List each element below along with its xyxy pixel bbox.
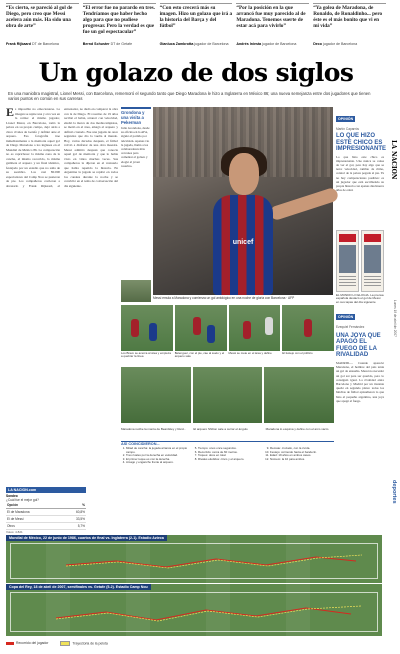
player-marker [207,325,215,343]
quote-text: “Con esto crecerá más su imagen. Hizo un golazo que irá a la historia del Barça y del fútbol” [159,5,233,29]
diagram-paths-2007 [6,584,382,636]
player-marker [304,319,312,337]
player-marker [193,317,201,335]
poll-votes: Votos: 4.821 [6,530,23,534]
blurb-text: Julio Grondona, desde su oficina en la AFA, siguió el partido por televisión. Apenas vio la jugada, llamó a los colaboradores más cercanos para comentar el golazo y elogió al joven rosarino. [121,126,150,168]
jersey-sponsor: unicef [232,239,254,246]
masthead-edge: LA NACION [390,140,397,180]
facts-columns [121,447,334,465]
opinion-title-2: UNA JOYA QUE APAGÓ EL FUEGO DE LA RIVALIDAD [336,332,381,359]
poll-header: LA NACION.com [6,487,86,493]
facts-col-3: 9. Remate: cruzado, con la zurda. 10. Festejo: corriendo hacia el banderín. 11. Edad: 19 años en ambos casos. 12. Número: la 10 para ambos. [265,447,334,465]
date-edge: Lunes 19 de abril de 2007 [393,300,397,337]
quote-text: “Ya golea de Maradona, de Ronaldo, de Ronaldinho... pero éste es el más bonito que vi en mi vida” [313,5,383,29]
article-body [6,107,118,487]
poll-subheader: Sondeo [6,494,18,498]
facts-col-2: 5. Tiempo: unos once segundos. 6. Recorrido: cerca de 60 metros. 7. Toques: doce en total. 8. Rivales eludidos: cinco y el arquero. [193,447,262,465]
poll-col-header: % [61,502,86,509]
sequence-photo-2 [174,305,227,359]
poll-col-header: Opción [6,502,61,509]
maradona-photo-1 [121,367,191,423]
opinion-title: LO QUE HIZO ESTE CHICO ES IMPRESIONANTE [336,133,387,152]
quote-author: Gianluca Zambrotta jugador de Barcelona [159,42,229,46]
quote-1 [6,3,79,51]
poll-table [6,502,86,530]
thumb-caption: Los Bravo se acerca al área y empieza a quebrar la línea [121,351,171,359]
maradona-photo-2 [193,367,263,423]
opinion-text-2: MADRID.— Cuando apareció Maradona, el hombre del país tenía un gol de ensueño. Messi no necesitó un gol así para ser querido, pero lo consiguió igual. La rivalidad entre Barcelona y Madrid por un instante quedó en segundo plano: todos los hinchas de fútbol aplaudieron lo que hizo el pequeño argentino, una joya que apagó el fuego. [336,360,384,403]
quote-author: Bernd Schuster DT de Getafe [82,42,133,46]
quote-text: “Por la posición en la que arrancó fue muy parecido al de Maradona. Tenemos suerte de estar acá para vivirlo” [236,5,306,29]
opinion-tag-2: OPINIÓN [338,314,354,319]
player-marker [149,323,157,341]
sidebar-blurb [121,107,151,279]
newspaper-cover-2 [361,230,384,292]
maradona-caption-1: Maradona recibe la marca de Beardsley y Reid... [121,427,187,431]
maradona-caption-3: Maradona lo esquiva y define con el arco vacío [265,427,329,431]
player-marker [243,321,251,339]
diagram-legend [6,637,382,649]
quote-2 [83,3,156,51]
subhead: En una maniobra magistral, Lionel Messi, con Barcelona, rememoró el segundo tanto que Diego Maradona le hizo a Inglaterra en México 86; una nueva semejanza entre dos jugadores que tienen varios puntos en común en sus carreras [8,91,371,102]
blurb-title: Grondona y una visita a Pekerman [121,110,145,125]
player-path [56,608,351,620]
opinion-tag: OPINIÓN [338,117,354,121]
key-facts-box [121,441,334,482]
thumb-caption: El festejo con el público [282,351,313,355]
quote-5 [313,3,386,51]
maradona-caption-2: El arquero Shilton sale a cerrar el ángulo [193,427,248,431]
legend-item-ball: Trayectoria de la pelota [60,641,107,646]
poll-question: ¿Cuál fue el mejor gol? [6,498,39,502]
article-text: Es imposible no emocionarse. La imagen se repite una y otra vez en la retina: el mismo jugador, Lionel Messi, en Barcelona, tomó la pelota en su propio campo, dejó atrás a cinco rivales de Getafe y definió ante el arquero. Esa fotografía trae inmediatamente a la memoria aquel gol de Diego Maradona a los ingleses en el Mundial de México 86. La comparación no es caprichosa: la misma zona de la cancha, el mismo recorrido, la misma gambeta al arquero y un final idéntico, festejado por un estadio que no salía de su asombro. Los casi 80.000 espectadores del Camp Nou se pusieron de pie. Los compañeros corrieron a abrazarlo y Frank Rijkaard, el entrenador, no dudó en comparar la obra con la de Diego. El rosarino de 19 años recibió el balón, arrancó con velocidad, eludió la marca de dos mediocampistas, se metió en el área, amagó al arquero y definió cruzado. Fue una jugada de once segundos que dio la vuelta al mundo. Hoy, varias décadas después, el fútbol volvió a disfrutar de una obra maestra. Messi admitió después que conocía aquel gol de memoria y que lo había visto en video muchas veces. Sus compañeros le dijeron en el vestuario que había repetido la historia. En Argentina la jugada se repitió en todos los canales durante la noche y se convirtió en el tema de conversación del día siguiente. [6,105,118,188]
covers-caption: EL MUNDO LO ELOGIA. La prensa española destacó el gol de Messi en sus tapas del día siguiente [336,292,384,305]
maradona-photo-3 [264,367,334,423]
legend-swatch [60,641,70,646]
opinion-author-2: Ezequiel Fernández [336,324,365,329]
quote-3 [160,3,233,51]
quote-4 [236,3,309,51]
quote-author: Andrés Iniesta jugador de Barcelona [236,42,297,46]
main-photo [153,107,333,295]
small-photo [121,280,151,302]
photo-sequence [121,305,334,365]
table-row: Otros 5,7% [7,524,85,528]
main-photo-caption: Messi emula a Maradona y comienza un gol antológico en una noche de gloria con Barcelona · AFP [153,296,295,300]
sequence-photo-3 [228,305,281,355]
player-marker [131,319,139,337]
facts-col-1: 1. Mitad de cancha: la jugada arranca en el propio campo. 2. Tres rivales por la derecha en velocidad. 3. El primer toque es con la derecha. 4. Amago y enganche frente al arquero. [121,447,190,465]
player-figure [191,147,291,295]
page-headline: Un golazo de dos siglos [38,57,354,87]
player-head [229,153,259,195]
quotes-strip [6,3,386,51]
thumb-caption: Belenguer, con el pie, cae al suelo y el arquero sale [174,351,225,359]
thumb-caption: Messi se mete en el área y define [228,351,272,355]
section-edge: deportes [391,480,397,504]
sequence-photo-4 [282,305,334,355]
maradona-captions [121,428,334,432]
quote-text: “El error fue no parardo en tres. Tendríamos que haber hecho algo para que no pudiese progresar. Pero la verdad es que fue un gol espectacular” [82,5,155,35]
newspaper-cover-1 [336,230,359,292]
goal-diagram-1986 [6,535,382,583]
player-arm [269,187,340,222]
diagram-paths-1986 [6,535,382,583]
opinion-text: Lo que hizo este chico es impresionante. Uno nunca se cansa de ver el gol, pero hay algo que se nota: velocidad, cambio de ritmo, control de la pelota pegada al pie. Ya no hay comparaciones posibles: es un jugador que está escribiendo su propia historia con apenas diecinueve años de edad. [336,154,384,193]
legend-item-player: Recorrido del jugador [6,641,48,645]
player-marker [265,317,273,335]
sequence-photo-1 [121,305,173,359]
diagram-title-1986: Mundial de México, 22 de junio de 1986, cuartos de final vs. Inglaterra (2-1). Estadio Azteca [6,535,167,541]
facts-title: ASÍ COINCIDIERON... [121,442,160,446]
poll-box [6,487,86,533]
diagram-title-2007: Copa del Rey, 18 de abril de 2007, semifinales vs. Getafe (5-2). Estadio Camp Nou [6,584,151,590]
ball-path [56,606,361,621]
player-path [66,557,356,567]
opinion-author: Martín Caparrós [336,127,360,131]
table-row: El de Messi 33,5% [7,517,85,521]
quote-text: “Es cierto, se pareció al gol de Diego, pero creo que Messi acelera aún más. Ha sido una obra de arte” [6,5,73,29]
quote-author: Frank Rijkaard DT de Barcelona [6,42,59,46]
opinion-column [336,107,387,577]
newspaper-covers [336,230,384,292]
maradona-photos [121,367,334,427]
legend-swatch [6,642,14,645]
goal-diagram-2007 [6,584,382,636]
quote-author: Deco jugador de Barcelona [313,42,358,46]
headline-block [6,53,386,91]
table-row: El de Maradona 60,8% [7,510,85,514]
